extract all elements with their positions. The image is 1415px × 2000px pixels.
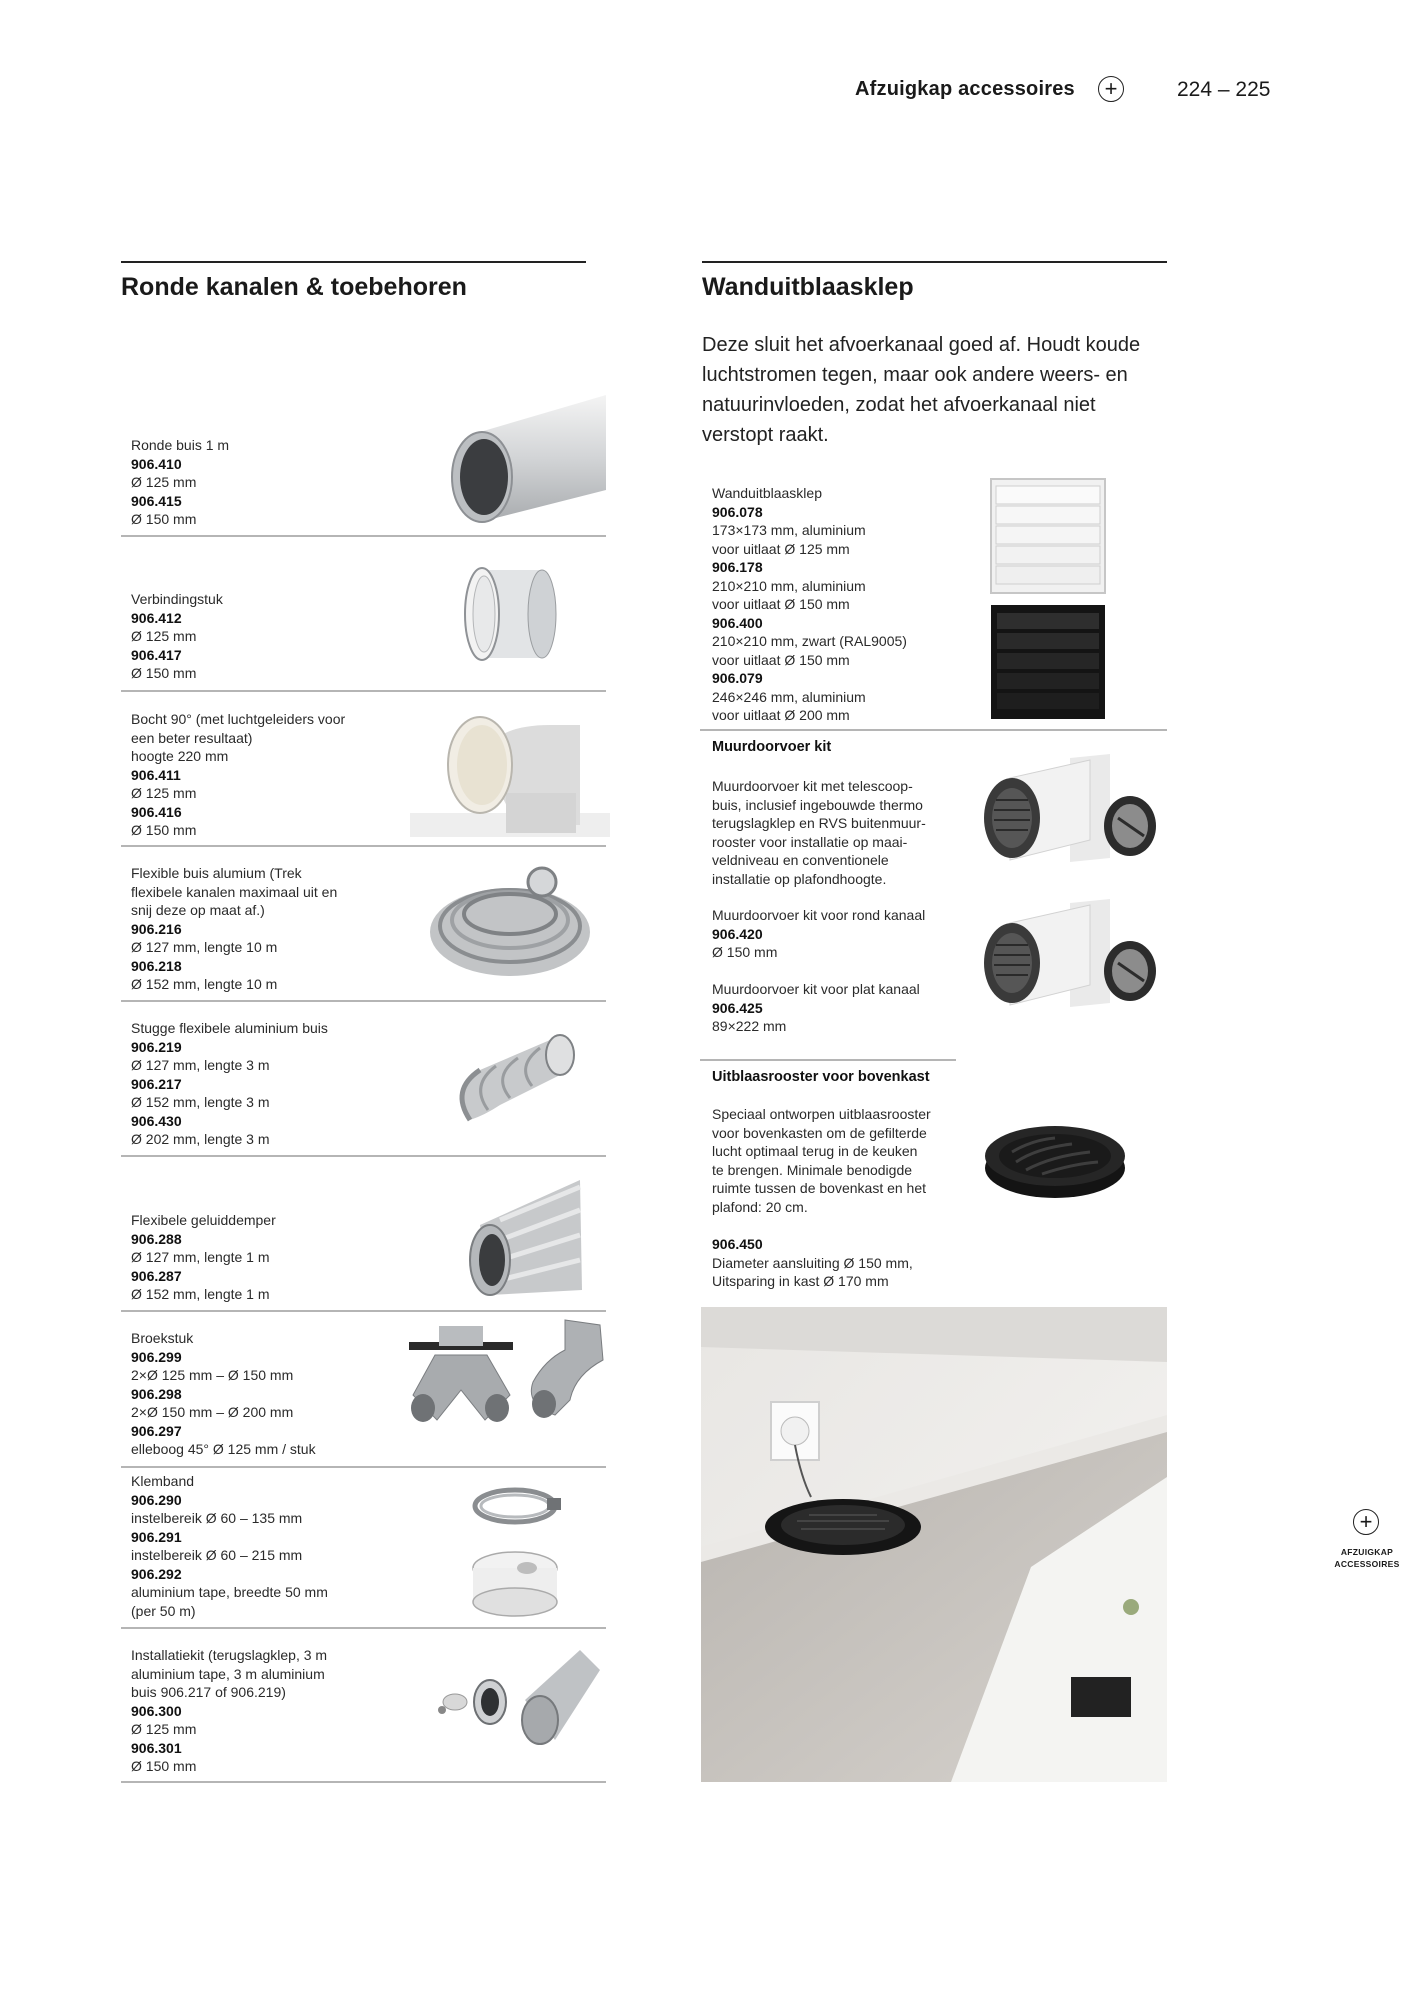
- product-spec-line: Ø 127 mm, lengte 10 m: [131, 939, 278, 955]
- row-divider: [121, 1155, 606, 1157]
- product-spec-line: (per 50 m): [131, 1602, 196, 1619]
- muurdoorvoer-desc: [712, 777, 926, 888]
- product-code: 906.298: [131, 1385, 182, 1402]
- product-spec-line: hoogte 220 mm: [131, 748, 229, 764]
- product-spec-line: snij deze op maat af.): [131, 902, 265, 918]
- product-code: 906.218: [131, 957, 182, 974]
- product-code: 906.400: [712, 614, 763, 631]
- product-spec-line: Speciaal ontworpen uitblaasrooster: [712, 1106, 931, 1122]
- product-code: 906.430: [131, 1112, 182, 1129]
- louvre-black-image: [990, 604, 1106, 720]
- product-spec-line: voor uitlaat Ø 125 mm: [712, 540, 850, 557]
- product-spec-line: Ø 152 mm, lengte 10 m: [131, 976, 278, 992]
- product-spec-line: Ø 150 mm: [131, 822, 197, 838]
- product-spec-line: Ronde buis 1 m: [131, 437, 230, 453]
- product-spec-line: Verbindingstuk: [131, 591, 223, 607]
- product-text: [131, 864, 337, 994]
- product-spec-line: Ø 152 mm, lengte 1 m: [131, 1286, 270, 1302]
- product-spec-line: 210×210 mm, aluminium: [712, 577, 866, 594]
- product-code: 906.078: [712, 503, 763, 520]
- product-code: 906.412: [131, 609, 182, 626]
- product-spec-line: Ø 202 mm, lengte 3 m: [131, 1131, 270, 1147]
- product-spec-line: voor uitlaat Ø 150 mm: [712, 651, 850, 668]
- plus-icon[interactable]: +: [1353, 1509, 1379, 1535]
- product-code: 906.420: [712, 925, 763, 942]
- wall-kit-round-image: [980, 748, 1170, 878]
- product-spec-line: plafond: 20 cm.: [712, 1198, 808, 1215]
- product-spec-line: te brengen. Minimale benodigde: [712, 1161, 913, 1178]
- rooster-title: Uitblaasrooster voor bovenkast: [712, 1069, 930, 1085]
- product-code: 906.079: [712, 670, 763, 686]
- product-code: 906.216: [131, 920, 182, 937]
- product-spec-line: terugslagklep en RVS buitenmuur-: [712, 815, 926, 831]
- product-spec-line: Uitsparing in kast Ø 170 mm: [712, 1273, 889, 1289]
- product-spec-line: Ø 127 mm, lengte 3 m: [131, 1057, 270, 1073]
- product-spec-line: Ø 125 mm: [131, 785, 197, 801]
- product-code: 906.290: [131, 1491, 182, 1508]
- page-numbers: 224 – 225: [1177, 78, 1271, 101]
- breeches-piece-image: [405, 1320, 610, 1460]
- product-spec-line: een beter resultaat): [131, 729, 253, 746]
- round-duct-image: [440, 390, 610, 530]
- product-spec-line: Stugge flexibele aluminium buis: [131, 1020, 328, 1036]
- rigid-flexible-duct-image: [440, 1020, 590, 1145]
- product-spec-line: Ø 125 mm: [131, 628, 197, 644]
- left-section-title: Ronde kanalen & toebehoren: [121, 273, 467, 301]
- muurdoorvoer-title: Muurdoorvoer kit: [712, 739, 832, 755]
- product-spec-line: Ø 152 mm, lengte 3 m: [131, 1094, 270, 1110]
- section-rule: [702, 261, 1167, 263]
- silencer-image: [460, 1175, 590, 1305]
- bovenkast-grille-image: [982, 1122, 1128, 1202]
- product-spec-line: Muurdoorvoer kit met telescoop-: [712, 778, 913, 794]
- product-spec-line: flexibele kanalen maximaal uit en: [131, 883, 338, 900]
- product-spec-line: elleboog 45° Ø 125 mm / stuk: [131, 1441, 316, 1457]
- row-divider: [700, 729, 1167, 731]
- product-text: [131, 1329, 316, 1459]
- product-spec-line: Ø 127 mm, lengte 1 m: [131, 1249, 270, 1265]
- product-spec-line: rooster voor installatie op maai-: [712, 833, 908, 850]
- product-spec-line: Flexibele geluiddemper: [131, 1212, 276, 1228]
- product-spec-line: Bocht 90° (met luchtgeleiders voor: [131, 711, 346, 727]
- row-divider: [121, 690, 606, 692]
- product-text: [131, 710, 345, 840]
- product-spec-line: Ø 150 mm: [131, 665, 197, 681]
- product-spec-line: voor uitlaat Ø 150 mm: [712, 596, 850, 612]
- product-spec-line: Flexible buis alumium (Trek: [131, 865, 302, 881]
- row-divider: [700, 1059, 956, 1061]
- product-spec-line: installatie op plafondhoogte.: [712, 870, 887, 887]
- product-spec-line: Klemband: [131, 1473, 195, 1489]
- product-code: 906.178: [712, 559, 763, 575]
- product-spec-line: Ø 125 mm: [131, 474, 197, 490]
- intro-paragraph: Deze sluit het afvoerkanaal goed af. Houdt koude luchtstromen tegen, maar ook andere weers- en natuurinvloeden, zodat het afvoerkanaal niet verstopt raakt.: [702, 334, 1141, 446]
- product-code: 906.410: [131, 455, 182, 472]
- product-spec-line: Ø 150 mm: [712, 944, 778, 960]
- product-code: 906.425: [712, 999, 763, 1016]
- product-code: 906.416: [131, 803, 182, 820]
- rooster-desc: [712, 1105, 931, 1216]
- product-code: 906.415: [131, 492, 182, 509]
- product-text: [131, 1211, 276, 1304]
- product-code: 906.301: [131, 1739, 182, 1756]
- product-spec-line: Wanduitblaasklep: [712, 485, 822, 501]
- product-spec-line: Broekstuk: [131, 1330, 194, 1346]
- row-divider: [121, 1310, 606, 1312]
- louvre-aluminium-image: [990, 478, 1106, 594]
- row-divider: [121, 1000, 606, 1002]
- kitchen-photo: [701, 1307, 1167, 1782]
- row-divider: [121, 1466, 606, 1468]
- product-text: [131, 590, 223, 683]
- installation-kit-image: [430, 1640, 605, 1775]
- product-text: [131, 436, 229, 529]
- product-spec-line: 2×Ø 125 mm – Ø 150 mm: [131, 1367, 294, 1383]
- side-section-label: [1322, 1546, 1412, 1570]
- product-spec-line: Ø 150 mm: [131, 511, 197, 527]
- muurdoorvoer-plat: [712, 980, 920, 1036]
- muurdoorvoer-rond: [712, 906, 925, 962]
- section-rule: [121, 261, 586, 263]
- plus-icon[interactable]: +: [1098, 76, 1124, 102]
- product-spec-line: Muurdoorvoer kit voor plat kanaal: [712, 981, 920, 997]
- product-spec-line: voor bovenkasten om de gefilterde: [712, 1124, 927, 1141]
- product-spec-line: Ø 150 mm: [131, 1758, 197, 1774]
- product-code: 906.450: [712, 1236, 763, 1252]
- product-spec-line: ruimte tussen de bovenkast en het: [712, 1180, 927, 1196]
- page-section-title: Afzuigkap accessoires: [855, 78, 1075, 100]
- product-spec-line: Diameter aansluiting Ø 150 mm,: [712, 1254, 913, 1271]
- product-spec-line: buis 906.217 of 906.219): [131, 1684, 286, 1700]
- row-divider: [121, 535, 606, 537]
- product-code: 906.287: [131, 1267, 182, 1284]
- product-code: 906.217: [131, 1075, 182, 1092]
- product-spec-line: lucht optimaal terug in de keuken: [712, 1143, 918, 1159]
- product-spec-line: Ø 125 mm: [131, 1721, 197, 1737]
- product-spec-line: aluminium tape, breedte 50 mm: [131, 1584, 328, 1600]
- row-divider: [121, 845, 606, 847]
- side-label-line: AFZUIGKAP: [1340, 1547, 1394, 1557]
- row-divider: [121, 1781, 606, 1783]
- product-code: 906.291: [131, 1528, 182, 1545]
- product-spec-line: buis, inclusief ingebouwde thermo: [712, 796, 923, 813]
- product-code: 906.219: [131, 1038, 182, 1055]
- product-text: [131, 1019, 328, 1149]
- product-code: 906.411: [131, 766, 181, 783]
- wall-kit-flat-image: [980, 893, 1170, 1023]
- product-spec-line: 210×210 mm, zwart (RAL9005): [712, 633, 907, 649]
- flexible-hose-image: [420, 860, 600, 985]
- product-spec-line: voor uitlaat Ø 200 mm: [712, 707, 850, 723]
- clamp-band-image: [465, 1480, 575, 1615]
- bend-90-image: [410, 705, 610, 837]
- product-spec-line: instelbereik Ø 60 – 215 mm: [131, 1547, 303, 1563]
- product-code: 906.288: [131, 1230, 182, 1247]
- product-spec-line: veldniveau en conventionele: [712, 852, 889, 868]
- product-spec-line: 173×173 mm, aluminium: [712, 522, 866, 538]
- product-code: 906.297: [131, 1422, 182, 1439]
- product-spec-line: 89×222 mm: [712, 1018, 787, 1034]
- product-code: 906.300: [131, 1702, 182, 1719]
- product-text: [131, 1472, 328, 1620]
- rooster-spec: [712, 1235, 913, 1291]
- side-label-line: ACCESSOIRES: [1334, 1559, 1400, 1569]
- product-spec-line: 246×246 mm, aluminium: [712, 688, 866, 705]
- connector-image: [460, 552, 570, 677]
- klep-text: [712, 484, 907, 725]
- product-spec-line: Installatiekit (terugslagklep, 3 m: [131, 1647, 328, 1663]
- product-spec-line: instelbereik Ø 60 – 135 mm: [131, 1510, 303, 1526]
- product-code: 906.299: [131, 1348, 182, 1365]
- product-spec-line: Muurdoorvoer kit voor rond kanaal: [712, 907, 926, 923]
- product-spec-line: aluminium tape, 3 m aluminium: [131, 1665, 325, 1682]
- product-text: [131, 1646, 327, 1776]
- right-section-title: Wanduitblaasklep: [702, 273, 914, 301]
- product-code: 906.417: [131, 646, 182, 663]
- product-code: 906.292: [131, 1565, 182, 1582]
- product-spec-line: 2×Ø 150 mm – Ø 200 mm: [131, 1404, 294, 1420]
- row-divider: [121, 1627, 606, 1629]
